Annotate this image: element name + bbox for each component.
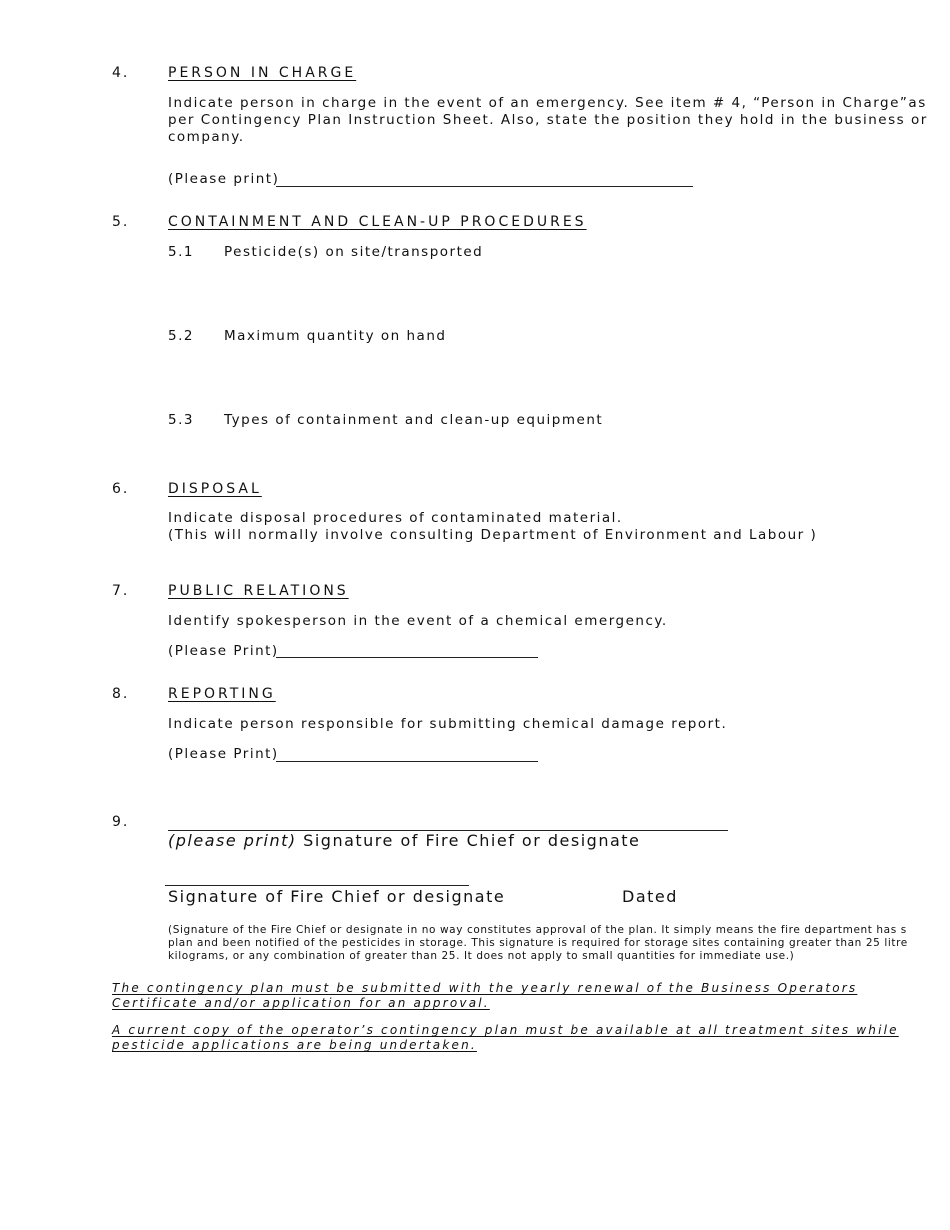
section-4-instruction-2: per Contingency Plan Instruction Sheet. Also, state the position they hold in the business or <box>168 112 928 128</box>
section-9-number: 9. <box>112 814 130 830</box>
footer-note-2-line-2: pesticide applications are being undertaken. <box>112 1038 477 1052</box>
section-6-line-1: Indicate disposal procedures of contaminated material. <box>168 510 623 526</box>
item-5-1-label: Pesticide(s) on site/transported <box>224 244 484 260</box>
section-4-instruction-3: company. <box>168 129 245 145</box>
fire-chief-signature-field[interactable] <box>165 885 469 886</box>
section-4-heading: PERSON IN CHARGE <box>168 65 357 81</box>
section-8-responsible-field[interactable] <box>276 761 538 762</box>
section-5-number: 5. <box>112 214 130 230</box>
item-5-1-number: 5.1 <box>168 244 194 260</box>
fire-chief-note-line-3: kilograms, or any combination of greater than 25. It does not apply to small quantities for immediate use.) <box>168 950 795 962</box>
section-6-heading: DISPOSAL <box>168 481 262 497</box>
section-8-line-1: Indicate person responsible for submitting chemical damage report. <box>168 716 728 732</box>
section-7-spokesperson-field[interactable] <box>276 657 538 658</box>
section-6-number: 6. <box>112 481 130 497</box>
item-5-2-number: 5.2 <box>168 328 194 344</box>
section-7-line-1: Identify spokesperson in the event of a chemical emergency. <box>168 613 668 629</box>
section-7-heading: PUBLIC RELATIONS <box>168 583 349 599</box>
dated-label: Dated <box>622 887 678 906</box>
fire-chief-print-caption <box>168 831 640 850</box>
fire-chief-caption: Signature of Fire Chief or designate <box>296 831 641 850</box>
section-4-instruction-1: Indicate person in charge in the event of an emergency. See item # 4, “Person in Charge”as <box>168 95 927 111</box>
footer-note-1 <box>112 981 857 1011</box>
fire-chief-note-line-2: plan and been notified of the pesticides in storage. This signature is required for storage sites containing greater than 25 litre <box>168 937 908 949</box>
fire-chief-note <box>168 924 928 963</box>
section-4-print-label: (Please print) <box>168 171 280 187</box>
please-print-italic: (please print) <box>168 831 297 850</box>
footer-note-2-line-1: A current copy of the operator’s contingency plan must be available at all treatment sites while <box>112 1023 899 1037</box>
section-5-heading: CONTAINMENT AND CLEAN-UP PROCEDURES <box>168 214 587 230</box>
fire-chief-note-line-1: (Signature of the Fire Chief or designate in no way constitutes approval of the plan. It simply means the fire department has s <box>168 924 907 936</box>
item-5-3-number: 5.3 <box>168 412 194 428</box>
footer-note-1-line-2: Certificate and/or application for an approval. <box>112 996 490 1010</box>
section-8-print-label: (Please Print) <box>168 746 279 762</box>
item-5-3-label: Types of containment and clean-up equipment <box>224 412 604 428</box>
section-6-line-2: (This will normally involve consulting Department of Environment and Labour ) <box>168 527 818 543</box>
footer-note-1-line-1: The contingency plan must be submitted with the yearly renewal of the Business Operators <box>112 981 858 995</box>
footer-note-2 <box>112 1023 899 1053</box>
section-8-number: 8. <box>112 686 130 702</box>
section-8-heading: REPORTING <box>168 686 276 702</box>
section-7-number: 7. <box>112 583 130 599</box>
section-4-name-field[interactable] <box>276 186 693 187</box>
section-4-number: 4. <box>112 65 130 81</box>
signature-caption: Signature of Fire Chief or designate <box>168 887 506 906</box>
section-7-print-label: (Please Print) <box>168 643 279 659</box>
item-5-2-label: Maximum quantity on hand <box>224 328 447 344</box>
